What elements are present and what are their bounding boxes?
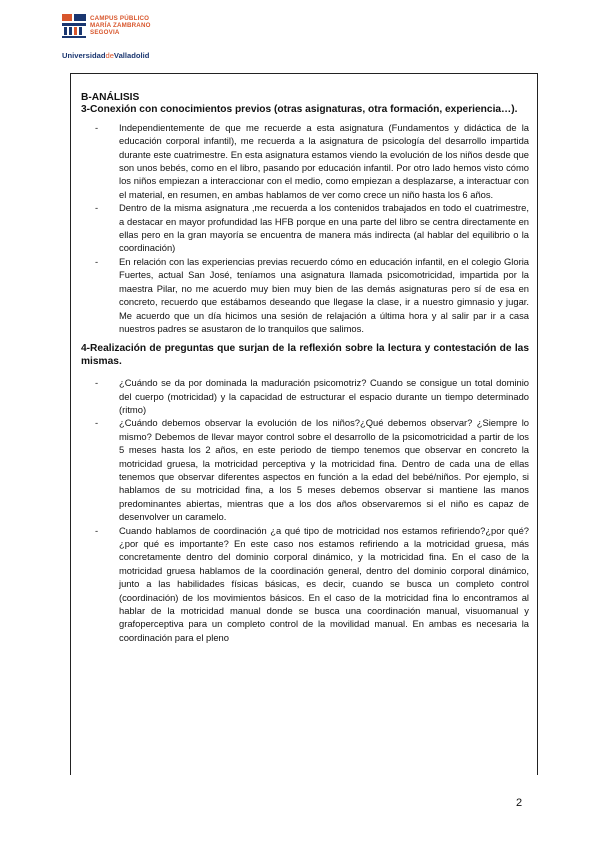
list-item: - ¿Cuándo debemos observar la evolución de los niños?¿Qué debemos observar? ¿Siempre lo mismo? Debemos de llevar mayor control sobre el desarrollo de la psicomotricidad a partir de los 5 meses hasta los 2 años, en este periodo de tiempo tenemos que observar en concreto la motricidad gruesa, la motricidad perceptiva y la motricidad fina. Dentro de cada una de ellas tenemos que observar diferentes aspectos en función a la edad del bebé/niños. Por ejemplo, si hablamos de su motricidad fina, a los 5 meses debemos observar si mantiene las manos predominantes abiertas, mientras que a los dos años observaremos si el niño es capaz de desenvolver un caramelo. xyxy=(119,416,529,523)
document-body xyxy=(81,92,529,644)
list-item: - Cuando hablamos de coordinación ¿a qué tipo de motricidad nos estamos refiriendo?¿por qué? ¿por qué es importante? En este caso nos estamos refiriendo a la motricidad gruesa, más concretamente dentro del dominio corporal dinámico, y la motricidad fina. En el caso de la motricidad gruesa hablamos de la coordinación general, dentro del dominio corporal dinámico, junto a las habilidades físicas básicas, es decir, cuando se busca un completo control (coordinación) de los movimientos básicos. En el caso de la motricidad fina lo encontramos al hablar de la motricidad manual donde se busca una coordinación manual, visuomanual y grafoperceptiva para un completo control de la movilidad manual. En ambas es necesaria la coordinación para el pleno xyxy=(119,524,529,645)
list-item: - Dentro de la misma asignatura ,me recuerda a los contenidos trabajados en todo el cuatrimestre, a destacar en mayor profundidad las HFB porque en una parte del libro se centra directamente en ellas pero en la gran mayoría se encuentra de manera más indirecta (al hablar del equilibrio o la coordinación) xyxy=(119,201,529,255)
university-building-icon xyxy=(62,14,86,38)
campus-name: CAMPUS PÚBLICO MARÍA ZAMBRANO SEGOVIA xyxy=(90,15,151,37)
section-4-heading: 4-Realización de preguntas que surjan de la reflexión sobre la lectura y contestación de las mismas. xyxy=(81,343,529,367)
document-frame xyxy=(70,73,538,775)
list-item: - ¿Cuándo se da por dominada la maduración psicomotriz? Cuando se consigue un total dominio del cuerpo (motricidad) y la capacidad de estructurar el espacio durante un tiempo determinado (ritmo) xyxy=(119,376,529,416)
list-item: - En relación con las experiencias previas recuerdo cómo en educación infantil, en el colegio Gloria Fuertes, actual San José, teníamos una asignatura llamada psicomotricidad, impartida por la maestra Pilar, no me acuerdo muy bien muy bien de las demás asignaturas pero sí de esa en concreto, recuerdo que estábamos deseando que llegase la clase, ir a nuestro gimnasio y jugar. Me acuerdo que un día hicimos una sesión de relajación a última hora y al salir par ir a casa nuestros padres se asustaron de lo tranquilos que salimos. xyxy=(119,255,529,335)
university-name: UniversidaddeValladolid xyxy=(62,51,150,60)
section-b-title: B-ANÁLISIS xyxy=(81,92,140,103)
page-number: 2 xyxy=(516,797,523,809)
page-header xyxy=(62,14,262,64)
section-3-heading: 3-Conexión con conocimientos previos (otras asignaturas, otra formación, experiencia…). xyxy=(81,104,518,116)
section-3-list xyxy=(81,121,529,336)
list-item: - Independientemente de que me recuerde a esta asignatura (Fundamentos y didáctica de la educación corporal infantil), me recuerda a la asignatura de psicología del desarrollo impartida durante este cuatrimestre. En esta asignatura estamos viendo la evolución de los niños desde que son unos bebés, como en el libro, pasando por educación infantil. Por otro lado hemos visto cómo los niños empiezan a interaccionar con el medio, como empiezan a desplazarse, a interactuar con el material, en resumen, en ambas hablamos de ver como crece un niño hasta los 6 años. xyxy=(119,121,529,201)
section-4-list xyxy=(81,376,529,644)
